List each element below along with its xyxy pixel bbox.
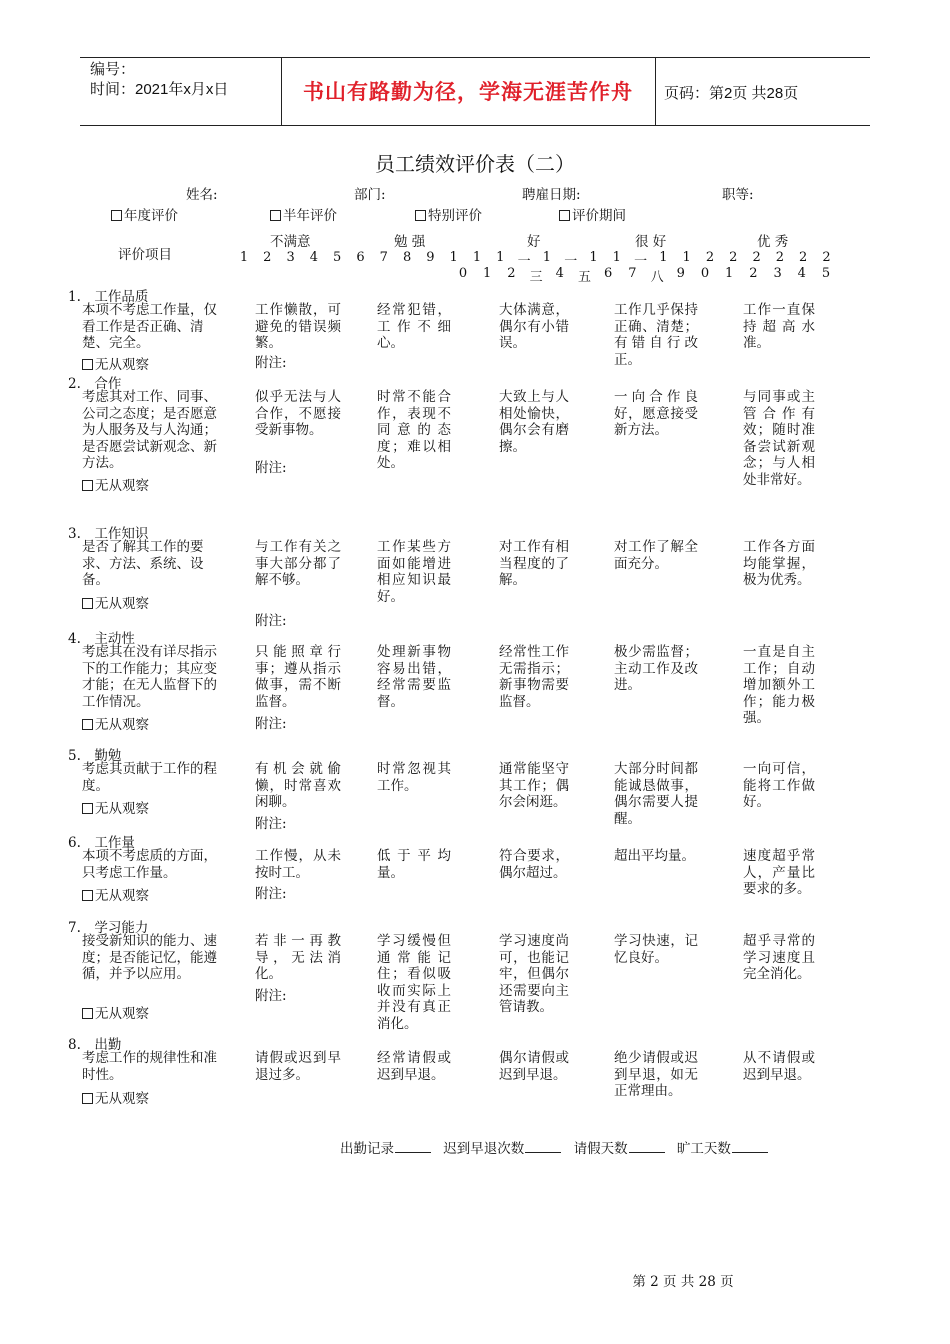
item-description: 是否了解其工作的要求、方法、系统、设备。 (82, 539, 204, 588)
level-description: 一向合作良好，愿意接受新方法。 (614, 389, 698, 438)
leave-blank[interactable] (629, 1141, 665, 1153)
level-description: 只能照章行事；遵从指示做事，需不断监督。 (255, 644, 341, 710)
late-label: 迟到早退次数 (443, 1141, 525, 1157)
note-label: 附注: (255, 816, 287, 832)
scale-number: 4 (797, 266, 806, 281)
checkbox-icon[interactable] (82, 598, 93, 609)
scale-number: 2 (263, 250, 272, 265)
header-divider-2 (655, 57, 656, 125)
level-description: 一向可信，能将工作做好。 (743, 761, 815, 810)
field-name-label: 姓名: (186, 187, 218, 203)
no-observe-checkbox[interactable]: 无从观察 (82, 353, 149, 373)
scale-number: 3 (773, 266, 782, 281)
checkbox-icon[interactable] (82, 803, 93, 814)
level-description: 请假或迟到早退过多。 (255, 1050, 341, 1083)
scale-number: 1 (589, 250, 598, 265)
item-title: 6. 工作量 (68, 835, 135, 851)
scale-number: 7 (628, 266, 637, 281)
scale-number: 1 (449, 250, 458, 265)
level-description: 速度超乎常人，产量比要求的多。 (743, 848, 815, 897)
header-motto: 书山有路勤为径，学海无涯苦作舟 (303, 81, 633, 104)
checkbox-icon[interactable] (111, 210, 122, 221)
checkbox-icon[interactable] (559, 210, 570, 221)
checkbox-special[interactable]: 特别评价 (415, 204, 482, 224)
item-title: 8. 出勤 (68, 1037, 122, 1053)
level-description: 学习快速，记忆良好。 (614, 933, 698, 966)
scale-number: 五 (578, 270, 592, 285)
level-description: 从不请假或迟到早退。 (743, 1050, 815, 1083)
scale-number: 一 (634, 254, 648, 269)
grade-excellent: 优 秀 (757, 234, 789, 250)
level-description: 学习速度尚可，也能记牢，但偶尔还需要向主管请教。 (499, 933, 569, 1015)
checkbox-icon[interactable] (82, 359, 93, 370)
scale-number: 2 (729, 250, 738, 265)
checkbox-icon[interactable] (415, 210, 426, 221)
note-label: 附注: (255, 355, 287, 371)
level-description: 对工作了解全面充分。 (614, 539, 698, 572)
no-observe-checkbox[interactable]: 无从观察 (82, 474, 149, 494)
scale-number: 2 (749, 266, 758, 281)
scale-number: 一 (564, 254, 578, 269)
note-label: 附注: (255, 613, 287, 629)
level-description: 经常请假或迟到早退。 (377, 1050, 451, 1083)
level-description: 大致上与人相处愉快，偶尔会有磨擦。 (499, 389, 569, 455)
level-description: 有机会就偷懒，时常喜欢闲聊。 (255, 761, 341, 810)
no-observe-checkbox[interactable]: 无从观察 (82, 592, 149, 612)
level-description: 超乎寻常的学习速度且完全消化。 (743, 933, 815, 982)
note-label: 附注: (255, 886, 287, 902)
scale-number: 2 (705, 250, 715, 265)
scale-number: 2 (752, 250, 761, 265)
checkbox-half-year[interactable]: 半年评价 (270, 204, 337, 224)
scale-number: 1 (612, 250, 621, 265)
level-description: 工作各方面均能掌握，极为优秀。 (743, 539, 815, 588)
note-label: 附注: (255, 460, 287, 476)
checkbox-period[interactable]: 评价期间 (559, 204, 626, 224)
scale-number: 5 (821, 266, 831, 281)
level-description: 若非一再教导，无法消化。 (255, 933, 341, 982)
grade-very-good: 很 好 (635, 234, 667, 250)
checkbox-icon[interactable] (82, 719, 93, 730)
item-description: 本项不考虑工作量，仅看工作是否正确、清楚、完全。 (82, 302, 217, 351)
level-description: 偶尔请假或迟到早退。 (499, 1050, 569, 1083)
scale-number: 2 (507, 266, 516, 281)
field-position-label: 职等: (722, 187, 754, 203)
attendance-label: 出勤记录 (340, 1141, 394, 1157)
level-description: 时常忽视其工作。 (377, 761, 451, 794)
scale-number: 2 (822, 250, 831, 265)
level-description: 时常不能合作，表现不同意的态度；难以相处。 (377, 389, 451, 471)
no-observe-checkbox[interactable]: 无从观察 (82, 1002, 149, 1022)
no-observe-checkbox[interactable]: 无从观察 (82, 797, 149, 817)
scale-number: 0 (458, 266, 468, 281)
scale-number: 1 (659, 250, 668, 265)
grade-unsatisfactory: 不满意 (270, 234, 311, 250)
level-description: 一直是自主工作；自动增加额外工作；能力极强。 (743, 644, 815, 726)
header-bottom-rule (80, 125, 870, 126)
level-description: 工作几乎保持正确、清楚；有错自行改正。 (614, 302, 698, 368)
item-title: 3. 工作知识 (68, 526, 149, 542)
scale-number: 一 (517, 254, 531, 269)
level-description: 符合要求，偶尔超过。 (499, 848, 569, 881)
doc-date-label: 时间：2021年x月x日 (90, 81, 229, 98)
scale-number: 6 (356, 250, 365, 265)
item-description: 考虑工作的规律性和准时性。 (82, 1050, 217, 1083)
note-label: 附注: (255, 988, 287, 1004)
checkbox-icon[interactable] (82, 890, 93, 901)
level-description: 经常犯错，工作不细心。 (377, 302, 451, 351)
doc-number-label: 编号： (90, 61, 136, 78)
level-description: 学习缓慢但通常能记住；看似吸收而实际上并没有真正消化。 (377, 933, 451, 1032)
scale-number: 2 (775, 250, 785, 265)
scale-number: 6 (604, 266, 613, 281)
level-description: 工作某些方面如能增进相应知识最好。 (377, 539, 451, 605)
level-description: 绝少请假或迟到早退，如无正常理由。 (614, 1050, 698, 1099)
scale-number: 8 (402, 250, 412, 265)
checkbox-icon[interactable] (82, 1093, 93, 1104)
scale-number: 9 (426, 250, 435, 265)
absent-label: 旷工天数 (676, 1141, 731, 1157)
no-observe-checkbox[interactable]: 无从观察 (82, 884, 149, 904)
level-description: 工作一直保持超高水准。 (743, 302, 815, 351)
scale-number: 4 (555, 266, 564, 281)
scale-number: 1 (239, 250, 249, 265)
grade-good: 好 (527, 234, 541, 250)
scale-number: 7 (379, 250, 388, 265)
header-meta (90, 60, 228, 100)
late-blank[interactable] (525, 1141, 561, 1153)
item-description: 考虑其贡献于工作的程度。 (82, 761, 217, 794)
checkbox-icon[interactable] (82, 480, 93, 491)
scale-number: 八 (650, 270, 664, 285)
no-observe-checkbox[interactable]: 无从观察 (82, 713, 149, 733)
level-description: 大体满意，偶尔有小错误。 (499, 302, 569, 351)
checkbox-icon[interactable] (270, 210, 281, 221)
item-title: 2. 合作 (68, 376, 122, 392)
absent-blank[interactable] (732, 1141, 768, 1153)
level-description: 通常能坚守其工作；偶尔会闲逛。 (499, 761, 569, 810)
level-description: 与工作有关之事大部分都了解不够。 (255, 539, 341, 588)
note-label: 附注: (255, 716, 287, 732)
item-description: 本项不考虑质的方面，只考虑工作量。 (82, 848, 217, 881)
level-description: 工作懒散，可避免的错误频繁。 (255, 302, 341, 351)
scale-number: 9 (676, 266, 685, 281)
no-observe-checkbox[interactable]: 无从观察 (82, 1087, 149, 1107)
scale-number: 1 (496, 250, 505, 265)
grade-marginal: 勉 强 (394, 234, 426, 250)
scale-number: 1 (725, 266, 734, 281)
level-description: 大部分时间都能诚恳做事，偶尔需要人提醒。 (614, 761, 698, 827)
attendance-blank[interactable] (395, 1141, 431, 1153)
header-page-info: 页码：第2页 共28页 (664, 85, 799, 102)
scale-number: 1 (682, 250, 691, 265)
item-title: 5. 勤勉 (68, 748, 122, 764)
header-top-rule (80, 57, 870, 58)
scale-number: 3 (286, 250, 295, 265)
level-description: 极少需监督；主动工作及改进。 (614, 644, 698, 693)
level-description: 低于平均量。 (377, 848, 451, 881)
level-description: 对工作有相当程度的了解。 (499, 539, 569, 588)
scale-number: 1 (483, 266, 492, 281)
item-title: 4. 主动性 (68, 631, 135, 647)
form-title: 员工绩效评价表（二） (375, 152, 575, 176)
leave-label: 请假天数 (573, 1141, 628, 1157)
scale-number: 4 (309, 250, 319, 265)
level-description: 超出平均量。 (614, 848, 695, 864)
item-description: 接受新知识的能力、速度；是否能记忆，能遵循，并予以应用。 (82, 933, 217, 982)
scale-number: 1 (472, 250, 482, 265)
level-description: 处理新事物容易出错，经常需要监督。 (377, 644, 451, 710)
checkbox-icon[interactable] (82, 1008, 93, 1019)
item-title: 7. 学习能力 (68, 920, 149, 936)
level-description: 似乎无法与人合作，不愿接受新事物。 (255, 389, 341, 438)
item-description: 考虑其对工作、同事、公司之态度；是否愿意为人服务及与人沟通；是否愿尝试新观念、新方法。 (82, 389, 217, 471)
scale-number: 三 (529, 270, 543, 285)
checkbox-annual[interactable]: 年度评价 (111, 204, 178, 224)
column-header-items: 评价项目 (118, 247, 172, 263)
attendance-summary (340, 1137, 776, 1157)
field-dept-label: 部门: (354, 187, 386, 203)
field-hire-date-label: 聘雇日期: (522, 187, 581, 203)
scale-number: 5 (333, 250, 342, 265)
scale-number: 0 (700, 266, 710, 281)
level-description: 经常性工作无需指示；新事物需要监督。 (499, 644, 569, 710)
scale-number: 1 (542, 250, 552, 265)
item-description: 考虑其在没有详尽指示下的工作能力；其应变才能；在无人监督下的工作情况。 (82, 644, 217, 710)
scale-number: 2 (799, 250, 808, 265)
level-description: 工作慢，从未按时工。 (255, 848, 341, 881)
level-description: 与同事或主管合作有效；随时准备尝试新观念；与人相处非常好。 (743, 389, 815, 488)
page-footer: 第 2 页 共 28 页 (632, 1274, 734, 1290)
item-title: 1. 工作品质 (68, 289, 149, 305)
